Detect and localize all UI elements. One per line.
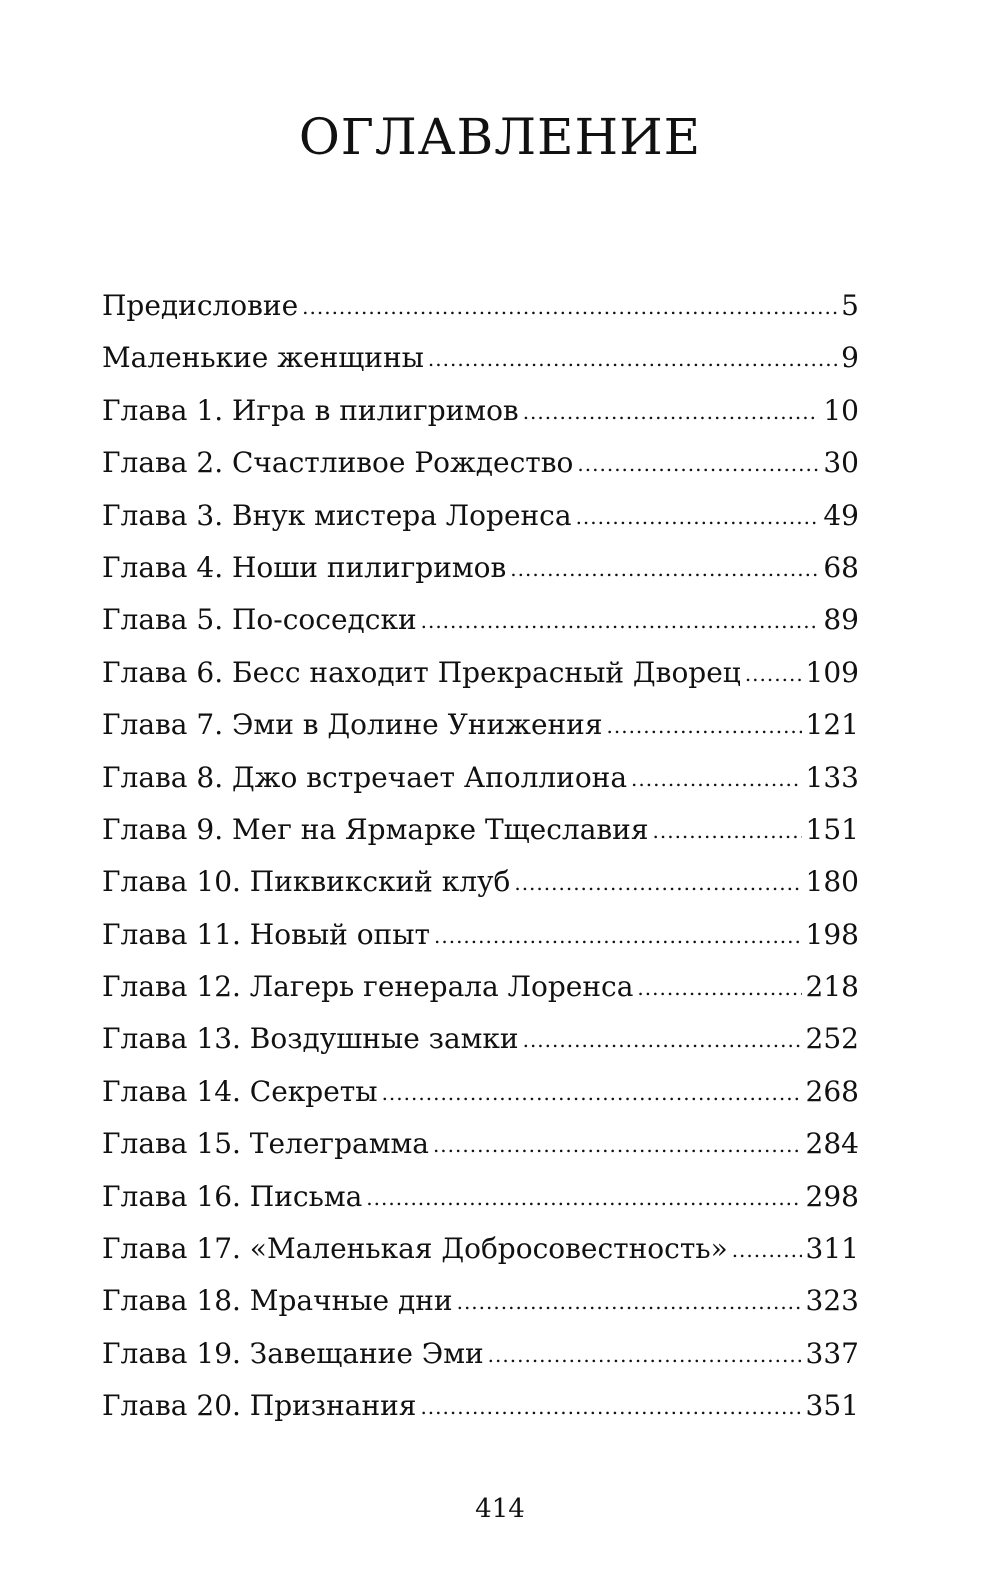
toc-entry-title: Глава 8. Джо встречает Аполлиона (102, 760, 628, 794)
toc-entry-page: 284 (805, 1127, 859, 1161)
toc-entry-title: Маленькие женщины (102, 341, 424, 375)
toc-entry-title: Глава 2. Счастливое Рождество (102, 446, 574, 480)
toc-entry-page: 10 (823, 393, 859, 427)
toc-entry-title: Глава 9. Мег на Ярмарке Тщеславия (102, 812, 649, 846)
toc-entry[interactable] (102, 909, 859, 961)
toc-entry[interactable] (102, 332, 859, 384)
dot-leader (488, 1329, 802, 1381)
toc-entry-title: Глава 5. По-соседски (102, 603, 417, 637)
toc-entry[interactable] (102, 1171, 859, 1223)
toc-entry-page: 252 (805, 1022, 859, 1056)
dot-leader (433, 1119, 802, 1171)
toc-entry[interactable] (102, 804, 859, 856)
dot-leader (637, 962, 801, 1014)
page-title: ОГЛАВЛЕНИЕ (298, 108, 702, 166)
toc-entry-title: Глава 11. Новый опыт (102, 917, 430, 951)
toc-entry[interactable] (102, 1223, 859, 1275)
toc-entry-title: Глава 20. Признания (102, 1389, 417, 1423)
toc-entry[interactable] (102, 961, 859, 1013)
toc-entry-title: Глава 16. Письма (102, 1179, 363, 1213)
toc-entry-page: 49 (823, 498, 859, 532)
toc-entry-title: Глава 10. Пиквикский клуб (102, 865, 511, 899)
toc-entry-title: Глава 14. Секреты (102, 1074, 378, 1108)
toc-entry-title: Глава 7. Эми в Долине Унижения (102, 708, 603, 742)
dot-leader (607, 700, 802, 752)
toc-entry[interactable] (102, 647, 859, 699)
dot-leader (366, 1172, 801, 1224)
dot-leader (523, 386, 820, 438)
dot-leader (434, 910, 802, 962)
toc-entry-page: 9 (841, 341, 859, 375)
dot-leader (745, 648, 802, 700)
toc-entry-page: 121 (805, 708, 859, 742)
dot-leader (577, 438, 819, 490)
toc-entry-page: 109 (805, 655, 859, 689)
toc-entry-page: 298 (805, 1179, 859, 1213)
toc-entry[interactable] (102, 1066, 859, 1118)
dot-leader (631, 753, 802, 805)
toc-entry-page: 311 (805, 1232, 859, 1266)
toc-entry-title: Предисловие (102, 289, 299, 322)
toc-entry-page: 68 (823, 550, 859, 584)
toc-entry[interactable] (102, 542, 859, 594)
dot-leader (510, 543, 819, 595)
toc-entry-page: 133 (805, 760, 859, 794)
toc-entry-page: 89 (823, 603, 859, 637)
toc-entry[interactable] (102, 699, 859, 751)
dot-leader (421, 595, 820, 647)
toc-entry-page: 218 (805, 970, 859, 1004)
toc-entry-title: Глава 1. Игра в пилигримов (102, 393, 519, 427)
toc-entry-title: Глава 3. Внук мистера Лоренса (102, 498, 572, 532)
toc-entry-page: 268 (805, 1074, 859, 1108)
toc-entry-page: 323 (805, 1284, 859, 1318)
dot-leader (653, 805, 802, 857)
toc-entry-page: 151 (805, 812, 859, 846)
dot-leader (302, 281, 837, 333)
toc-entry-page: 5 (841, 289, 859, 322)
toc-entry-title: Глава 12. Лагерь генерала Лоренса (102, 970, 634, 1004)
dot-leader (428, 333, 837, 385)
dot-leader (420, 1381, 801, 1433)
dot-leader (576, 491, 820, 543)
toc-entry[interactable] (102, 1380, 859, 1432)
toc-entry[interactable] (102, 1013, 859, 1065)
toc-entry[interactable] (102, 437, 859, 489)
toc-entry-title: Глава 15. Телеграмма (102, 1127, 429, 1161)
toc-entry-page: 180 (805, 865, 859, 899)
toc-entry-title: Глава 17. «Маленькая Добросовестность» (102, 1232, 728, 1266)
dot-leader (457, 1276, 802, 1328)
dot-leader (732, 1224, 802, 1276)
page-number: 414 (475, 1494, 525, 1524)
toc-entry-title: Глава 6. Бесс находит Прекрасный Дворец (102, 655, 741, 689)
toc-entry-title: Глава 4. Ноши пилигримов (102, 550, 507, 584)
toc-entry[interactable] (102, 490, 859, 542)
toc-entry-page: 30 (823, 446, 859, 480)
dot-leader (523, 1014, 802, 1066)
toc-entry[interactable] (102, 1275, 859, 1327)
toc-entry-page: 337 (805, 1336, 859, 1370)
toc-entry[interactable] (102, 856, 859, 908)
dot-leader (382, 1067, 802, 1119)
toc-entry[interactable] (102, 1118, 859, 1170)
toc-entry-page: 351 (805, 1389, 859, 1423)
toc-entry[interactable] (102, 594, 859, 646)
toc-entry-title: Глава 18. Мрачные дни (102, 1284, 453, 1318)
table-of-contents (102, 280, 859, 1433)
toc-entry[interactable] (102, 385, 859, 437)
toc-entry-page: 198 (805, 917, 859, 951)
toc-entry-title: Глава 19. Завещание Эми (102, 1336, 484, 1370)
dot-leader (514, 857, 801, 909)
toc-entry-title: Глава 13. Воздушные замки (102, 1022, 519, 1056)
toc-entry[interactable] (102, 752, 859, 804)
toc-entry[interactable] (102, 280, 859, 332)
toc-entry[interactable] (102, 1328, 859, 1380)
